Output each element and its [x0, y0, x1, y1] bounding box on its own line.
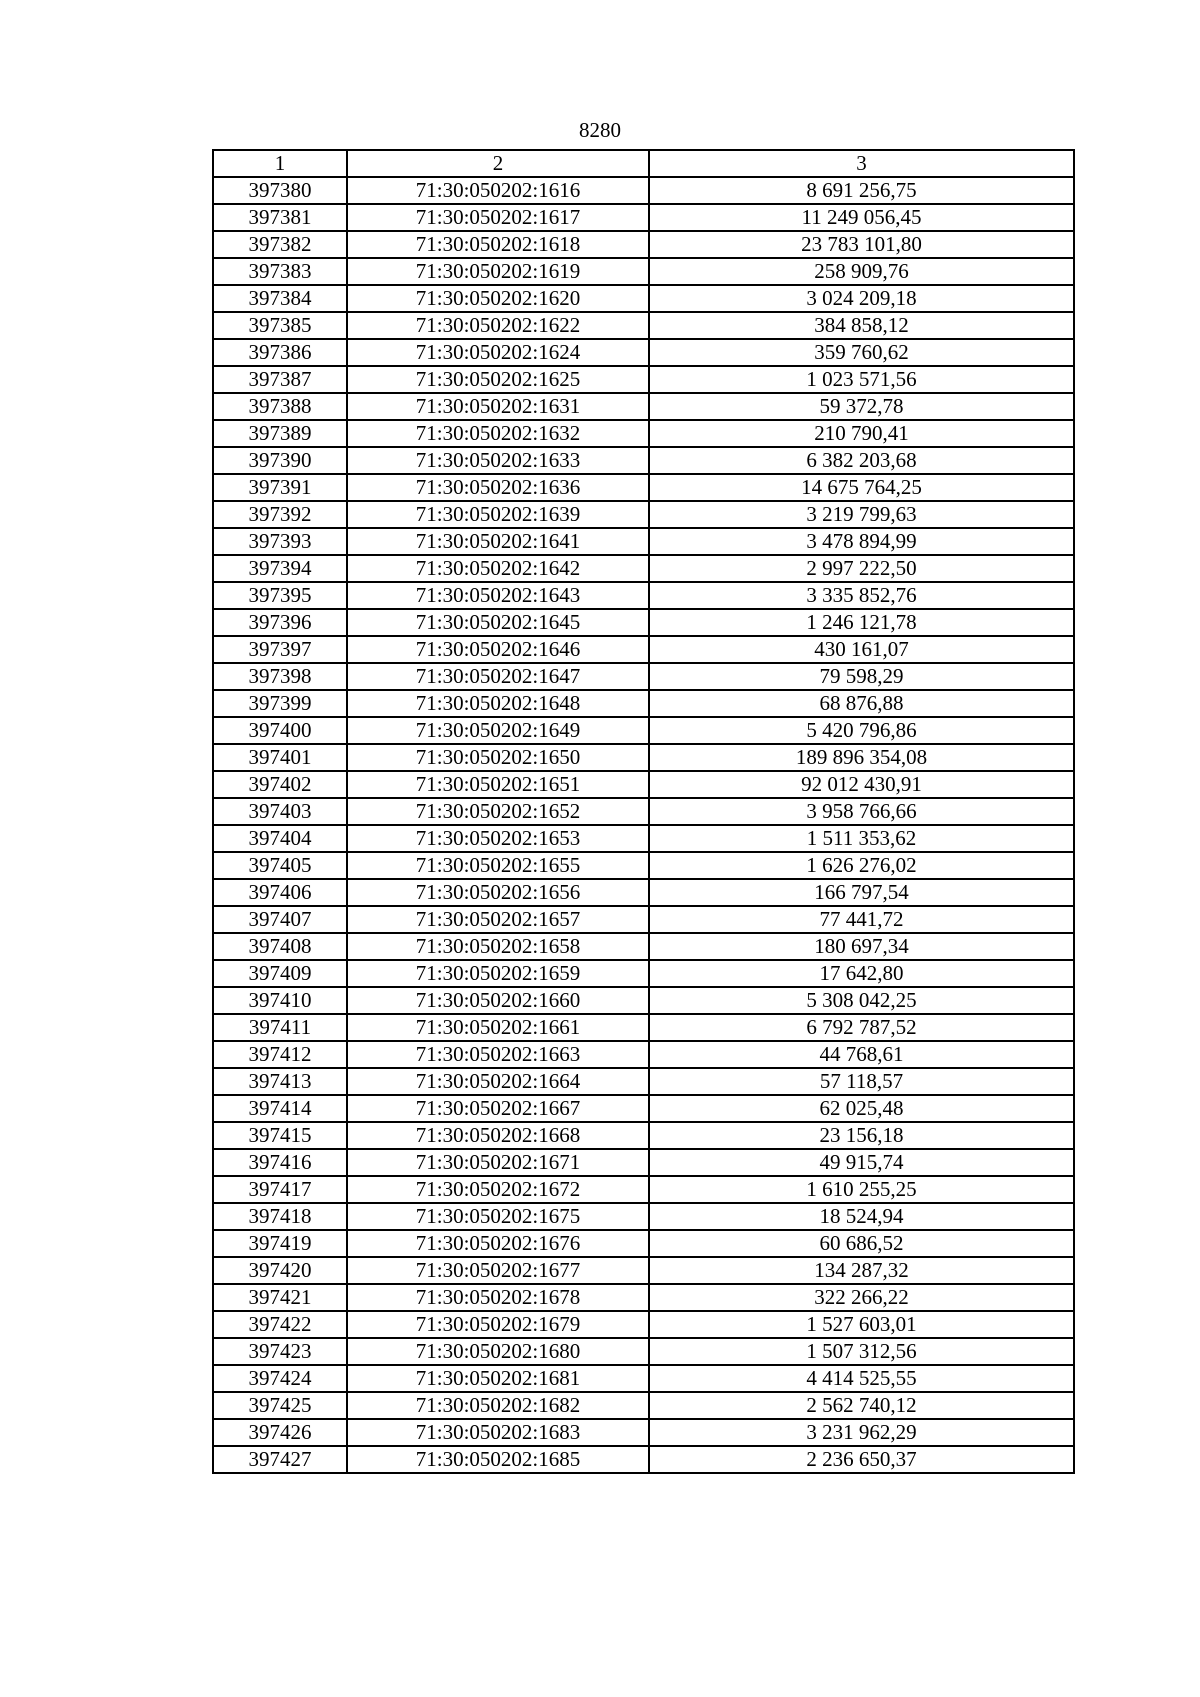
table-row [213, 258, 1074, 285]
table-row [213, 1203, 1074, 1230]
cadastral-number-cell: 71:30:050202:1619 [347, 258, 649, 285]
row-number-cell: 397401 [213, 744, 347, 771]
row-number-cell: 397392 [213, 501, 347, 528]
table-row [213, 1041, 1074, 1068]
row-number-cell: 397413 [213, 1068, 347, 1095]
table-row [213, 393, 1074, 420]
row-number-cell: 397395 [213, 582, 347, 609]
cadastral-number-cell: 71:30:050202:1655 [347, 852, 649, 879]
row-number-cell: 397424 [213, 1365, 347, 1392]
row-number-cell: 397407 [213, 906, 347, 933]
row-number-cell: 397390 [213, 447, 347, 474]
table-row [213, 1230, 1074, 1257]
table-row [213, 960, 1074, 987]
cadastral-number-cell: 71:30:050202:1649 [347, 717, 649, 744]
cadastral-number-cell: 71:30:050202:1639 [347, 501, 649, 528]
cadastral-number-cell: 71:30:050202:1633 [347, 447, 649, 474]
table-row [213, 636, 1074, 663]
cadastral-number-cell: 71:30:050202:1631 [347, 393, 649, 420]
table-row [213, 528, 1074, 555]
row-number-cell: 397385 [213, 312, 347, 339]
table-row [213, 1446, 1074, 1473]
table-row [213, 744, 1074, 771]
cadastral-number-cell: 71:30:050202:1648 [347, 690, 649, 717]
row-number-cell: 397382 [213, 231, 347, 258]
cadastral-value-cell: 57 118,57 [649, 1068, 1074, 1095]
cadastral-number-cell: 71:30:050202:1685 [347, 1446, 649, 1473]
table-row [213, 366, 1074, 393]
row-number-cell: 397397 [213, 636, 347, 663]
row-number-cell: 397419 [213, 1230, 347, 1257]
cadastral-value-cell: 6 382 203,68 [649, 447, 1074, 474]
row-number-cell: 397387 [213, 366, 347, 393]
row-number-cell: 397408 [213, 933, 347, 960]
table-row [213, 852, 1074, 879]
row-number-cell: 397396 [213, 609, 347, 636]
table-row [213, 798, 1074, 825]
table-row [213, 879, 1074, 906]
cadastral-number-cell: 71:30:050202:1617 [347, 204, 649, 231]
cadastral-value-cell: 322 266,22 [649, 1284, 1074, 1311]
row-number-cell: 397391 [213, 474, 347, 501]
table-row [213, 663, 1074, 690]
cadastral-number-cell: 71:30:050202:1653 [347, 825, 649, 852]
table-row [213, 1095, 1074, 1122]
cadastral-number-cell: 71:30:050202:1636 [347, 474, 649, 501]
cadastral-number-cell: 71:30:050202:1660 [347, 987, 649, 1014]
row-number-cell: 397380 [213, 177, 347, 204]
row-number-cell: 397403 [213, 798, 347, 825]
cadastral-number-cell: 71:30:050202:1643 [347, 582, 649, 609]
cadastral-number-cell: 71:30:050202:1663 [347, 1041, 649, 1068]
row-number-cell: 397399 [213, 690, 347, 717]
row-number-cell: 397405 [213, 852, 347, 879]
cadastral-value-cell: 8 691 256,75 [649, 177, 1074, 204]
cadastral-value-cell: 180 697,34 [649, 933, 1074, 960]
row-number-cell: 397393 [213, 528, 347, 555]
table-row [213, 1176, 1074, 1203]
row-number-cell: 397381 [213, 204, 347, 231]
cadastral-number-cell: 71:30:050202:1667 [347, 1095, 649, 1122]
cadastral-value-cell: 210 790,41 [649, 420, 1074, 447]
cadastral-number-cell: 71:30:050202:1672 [347, 1176, 649, 1203]
table-row [213, 1392, 1074, 1419]
cadastral-number-cell: 71:30:050202:1656 [347, 879, 649, 906]
cadastral-value-cell: 68 876,88 [649, 690, 1074, 717]
table-row [213, 177, 1074, 204]
row-number-cell: 397416 [213, 1149, 347, 1176]
cadastral-value-cell: 258 909,76 [649, 258, 1074, 285]
cadastral-value-cell: 5 308 042,25 [649, 987, 1074, 1014]
row-number-cell: 397421 [213, 1284, 347, 1311]
cadastral-value-cell: 1 511 353,62 [649, 825, 1074, 852]
cadastral-value-cell: 166 797,54 [649, 879, 1074, 906]
cadastral-number-cell: 71:30:050202:1650 [347, 744, 649, 771]
table-row [213, 555, 1074, 582]
row-number-cell: 397406 [213, 879, 347, 906]
table-row [213, 447, 1074, 474]
table-row [213, 1419, 1074, 1446]
cadastral-number-cell: 71:30:050202:1620 [347, 285, 649, 312]
table-row [213, 1338, 1074, 1365]
cadastral-value-cell: 384 858,12 [649, 312, 1074, 339]
cadastral-value-cell: 1 023 571,56 [649, 366, 1074, 393]
table-row [213, 1122, 1074, 1149]
cadastral-number-cell: 71:30:050202:1664 [347, 1068, 649, 1095]
row-number-cell: 397384 [213, 285, 347, 312]
cadastral-value-cell: 189 896 354,08 [649, 744, 1074, 771]
column-header-2: 2 [347, 150, 649, 177]
row-number-cell: 397411 [213, 1014, 347, 1041]
row-number-cell: 397398 [213, 663, 347, 690]
row-number-cell: 397394 [213, 555, 347, 582]
row-number-cell: 397409 [213, 960, 347, 987]
row-number-cell: 397386 [213, 339, 347, 366]
cadastral-value-cell: 49 915,74 [649, 1149, 1074, 1176]
row-number-cell: 397414 [213, 1095, 347, 1122]
cadastral-number-cell: 71:30:050202:1622 [347, 312, 649, 339]
row-number-cell: 397422 [213, 1311, 347, 1338]
row-number-cell: 397425 [213, 1392, 347, 1419]
table-row [213, 339, 1074, 366]
cadastral-value-cell: 14 675 764,25 [649, 474, 1074, 501]
cadastral-number-cell: 71:30:050202:1632 [347, 420, 649, 447]
cadastral-number-cell: 71:30:050202:1682 [347, 1392, 649, 1419]
table-row [213, 1284, 1074, 1311]
cadastral-number-cell: 71:30:050202:1680 [347, 1338, 649, 1365]
table-row [213, 1149, 1074, 1176]
cadastral-number-cell: 71:30:050202:1651 [347, 771, 649, 798]
cadastral-number-cell: 71:30:050202:1624 [347, 339, 649, 366]
cadastral-number-cell: 71:30:050202:1647 [347, 663, 649, 690]
cadastral-value-cell: 5 420 796,86 [649, 717, 1074, 744]
row-number-cell: 397423 [213, 1338, 347, 1365]
cadastral-value-cell: 1 507 312,56 [649, 1338, 1074, 1365]
cadastral-value-cell: 18 524,94 [649, 1203, 1074, 1230]
cadastral-number-cell: 71:30:050202:1681 [347, 1365, 649, 1392]
cadastral-value-cell: 134 287,32 [649, 1257, 1074, 1284]
row-number-cell: 397426 [213, 1419, 347, 1446]
cadastral-number-cell: 71:30:050202:1671 [347, 1149, 649, 1176]
cadastral-value-cell: 430 161,07 [649, 636, 1074, 663]
row-number-cell: 397418 [213, 1203, 347, 1230]
cadastral-value-cell: 77 441,72 [649, 906, 1074, 933]
cadastral-value-cell: 1 527 603,01 [649, 1311, 1074, 1338]
cadastral-value-cell: 11 249 056,45 [649, 204, 1074, 231]
cadastral-value-cell: 44 768,61 [649, 1041, 1074, 1068]
cadastral-number-cell: 71:30:050202:1641 [347, 528, 649, 555]
cadastral-value-cell: 59 372,78 [649, 393, 1074, 420]
table-row [213, 1014, 1074, 1041]
table-row [213, 501, 1074, 528]
table-row [213, 204, 1074, 231]
row-number-cell: 397400 [213, 717, 347, 744]
cadastral-number-cell: 71:30:050202:1676 [347, 1230, 649, 1257]
row-number-cell: 397389 [213, 420, 347, 447]
column-header-1: 1 [213, 150, 347, 177]
cadastral-value-cell: 2 236 650,37 [649, 1446, 1074, 1473]
row-number-cell: 397402 [213, 771, 347, 798]
cadastral-value-cell: 1 626 276,02 [649, 852, 1074, 879]
table-row [213, 582, 1074, 609]
cadastral-number-cell: 71:30:050202:1652 [347, 798, 649, 825]
cadastral-number-cell: 71:30:050202:1675 [347, 1203, 649, 1230]
row-number-cell: 397410 [213, 987, 347, 1014]
row-number-cell: 397417 [213, 1176, 347, 1203]
cadastral-number-cell: 71:30:050202:1642 [347, 555, 649, 582]
table-body [213, 177, 1074, 1473]
cadastral-value-cell: 60 686,52 [649, 1230, 1074, 1257]
cadastral-number-cell: 71:30:050202:1677 [347, 1257, 649, 1284]
cadastral-number-cell: 71:30:050202:1646 [347, 636, 649, 663]
cadastral-value-cell: 79 598,29 [649, 663, 1074, 690]
table-row [213, 1257, 1074, 1284]
table-row [213, 420, 1074, 447]
table-row [213, 285, 1074, 312]
table-row [213, 1068, 1074, 1095]
table-row [213, 771, 1074, 798]
cadastral-value-cell: 2 562 740,12 [649, 1392, 1074, 1419]
table-row [213, 987, 1074, 1014]
row-number-cell: 397383 [213, 258, 347, 285]
cadastral-number-cell: 71:30:050202:1683 [347, 1419, 649, 1446]
cadastral-number-cell: 71:30:050202:1661 [347, 1014, 649, 1041]
table-row [213, 933, 1074, 960]
cadastral-value-cell: 3 024 209,18 [649, 285, 1074, 312]
row-number-cell: 397388 [213, 393, 347, 420]
table-row [213, 825, 1074, 852]
cadastral-number-cell: 71:30:050202:1679 [347, 1311, 649, 1338]
row-number-cell: 397412 [213, 1041, 347, 1068]
cadastral-value-cell: 1 246 121,78 [649, 609, 1074, 636]
cadastral-value-cell: 17 642,80 [649, 960, 1074, 987]
row-number-cell: 397427 [213, 1446, 347, 1473]
table-row [213, 690, 1074, 717]
table-row [213, 1311, 1074, 1338]
page-number: 8280 [579, 118, 621, 142]
cadastral-value-cell: 23 783 101,80 [649, 231, 1074, 258]
table-row [213, 474, 1074, 501]
cadastral-number-cell: 71:30:050202:1659 [347, 960, 649, 987]
table-row [213, 717, 1074, 744]
row-number-cell: 397404 [213, 825, 347, 852]
cadastral-value-cell: 1 610 255,25 [649, 1176, 1074, 1203]
cadastral-value-cell: 3 231 962,29 [649, 1419, 1074, 1446]
cadastral-value-cell: 6 792 787,52 [649, 1014, 1074, 1041]
cadastral-value-cell: 3 219 799,63 [649, 501, 1074, 528]
cadastral-value-cell: 3 335 852,76 [649, 582, 1074, 609]
cadastral-value-table [212, 149, 1075, 1474]
cadastral-value-cell: 92 012 430,91 [649, 771, 1074, 798]
table-header-row [213, 150, 1074, 177]
cadastral-number-cell: 71:30:050202:1657 [347, 906, 649, 933]
cadastral-value-cell: 3 958 766,66 [649, 798, 1074, 825]
cadastral-number-cell: 71:30:050202:1618 [347, 231, 649, 258]
row-number-cell: 397420 [213, 1257, 347, 1284]
table-row [213, 1365, 1074, 1392]
cadastral-value-cell: 4 414 525,55 [649, 1365, 1074, 1392]
table-row [213, 609, 1074, 636]
table-row [213, 231, 1074, 258]
cadastral-number-cell: 71:30:050202:1678 [347, 1284, 649, 1311]
cadastral-number-cell: 71:30:050202:1658 [347, 933, 649, 960]
cadastral-number-cell: 71:30:050202:1645 [347, 609, 649, 636]
cadastral-value-cell: 62 025,48 [649, 1095, 1074, 1122]
cadastral-value-cell: 2 997 222,50 [649, 555, 1074, 582]
table-row [213, 906, 1074, 933]
row-number-cell: 397415 [213, 1122, 347, 1149]
table-row [213, 312, 1074, 339]
cadastral-value-cell: 359 760,62 [649, 339, 1074, 366]
cadastral-number-cell: 71:30:050202:1625 [347, 366, 649, 393]
column-header-3: 3 [649, 150, 1074, 177]
cadastral-value-cell: 3 478 894,99 [649, 528, 1074, 555]
cadastral-number-cell: 71:30:050202:1668 [347, 1122, 649, 1149]
cadastral-value-cell: 23 156,18 [649, 1122, 1074, 1149]
cadastral-number-cell: 71:30:050202:1616 [347, 177, 649, 204]
